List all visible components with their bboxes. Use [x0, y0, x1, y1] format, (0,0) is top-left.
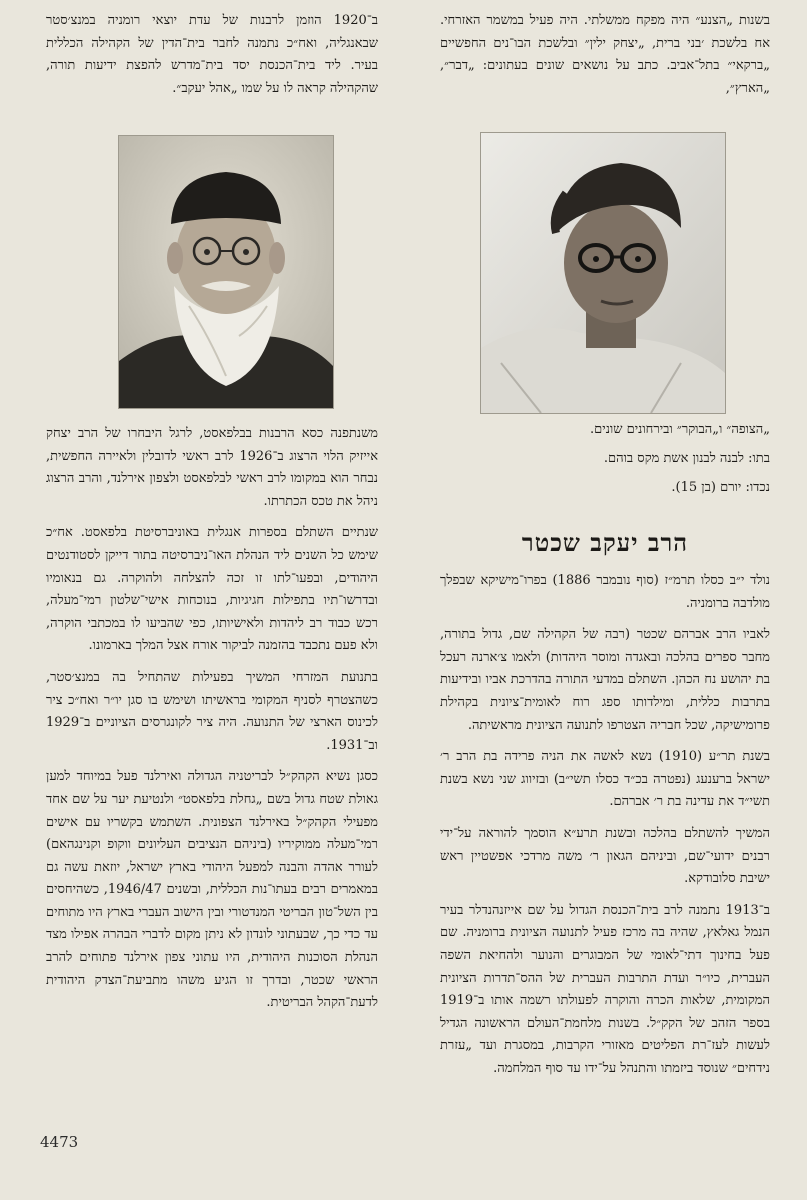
- right-paragraph-2: לאביו הרב אברהם שכטר (רבה של הקהילה שם, גדול בתורה, מחבר ספרים בהלכה ובאגדה ומוסר היהדות) ולאמו צ׳ארנה רעכל בת יהושע נח הכהן. השתלם במדעי התורה בהדרכת אביו ובידיעות בתרבות כללית, ומילדותו ספג רוח לאומית־ציונית בקהילת פרומישיקה, שכל חבריה הצטרפו לתנועה הציונית מראשיתה.: [440, 627, 770, 733]
- right-paragraph-1: נולד י״ב כסלו תרמ״ז (סוף נובמבר 1886) בפרו־מישיקא שבפלך מולדבה ברומניה.: [440, 573, 770, 611]
- article-title: הרב יעקב שכטר: [521, 528, 689, 557]
- man-portrait-image: [481, 133, 725, 413]
- right-top-paragraph: בשנות „הצנע״ היה מפקח ממשלתי. היה פעיל במשמר האזרחי. אח בלשכת ׳בני ברית, „יצחק ילין״ ובלשכת הבו־נים החפשיים „ברקאי״ בתל־אביב. כתב על נושאים שונים בעתונים: „דבר״, „הארץ״,: [440, 13, 770, 96]
- left-paragraph-4: כסגן נשיא הקהק״ל לבריטניה הגדולה ואירלנד פעל במיוחד למען גאולת שטח גדול בשם „גחלת בלפאסט״ ולנטיעת יער על שם אחד מפעילי הקהק״ל באירלנד הצפונית. השתמש בקשריו עם אישים רמי־מעלה ממוקיריו (ביניהם הנציבים העליונים ווקופ וקנינגהאם) לעורר אהדה והבנה למפעל היהודי בארץ ישראל, יוזאת עשה גם במאמרים רבים בעתו־נות הכללית, ובשנים 1946/47, כשהיחסים בין השל־טון הבריטי המנדטורי ובין הישוב העברי בארץ היו מתוחים עד כדי כך, שבעתוני לונדון לא ניתן מקום לדברי הבהרה אפילו מצד הנהלת הסוכנות היהודית, היו עתוני צפון אירלנד פתוחים להרב הראשי שכטר, ובדרך זו הגיע משהו מתביעת־הצדק היהודית לדעת־הקהל הבריטית.: [46, 769, 378, 1011]
- caption-line-1: „הצופה״ ו„הבוקר״ ובירחונים שונים.: [590, 422, 770, 437]
- rabbi-portrait-photo: [118, 135, 334, 409]
- caption-line-2: בתו: לבנה לבנון אשת מקס בוהם.: [603, 451, 770, 466]
- left-top-column: [46, 10, 378, 100]
- left-paragraph-3: בתנועת המזרחי המשיך בפעילות שהתחיל בה במנצ׳סטר, כשהצטרף לסניף המקומי בראשיתו ושימש בו סגן יו״ר ואח״כ ציר לכינוס הארצי של התנועה. היה ציר לקונגרסים הציוניים ב־1929 וב־1931.: [46, 669, 378, 753]
- left-paragraph-1: משנתפנה כסא הרבנות בבלפאסט, לרגל היבחרו של הרב יצחק אייזיק הלוי הרצוג ב־1926 לרב ראשי לדובלין ולאיירה החפשית, נבחר הוא במקומו לרב ראשי לבלפאסט ולצפון אירלנד, והרב הרצוג ניהל את טכס הכתרתו.: [46, 426, 378, 509]
- photo-caption: [440, 420, 770, 498]
- page-number: 4473: [40, 1133, 79, 1151]
- left-bottom-column: [46, 423, 378, 1015]
- right-paragraph-4: המשיך להשתלם בהלכה ובשנת תרע״א הוסמך להוראה על־ידי רבנים ידועי־שם, וביניהם הגאון ר׳ משה מרדכי אפשטיין ראש ישיבת סלובודקא.: [440, 825, 770, 887]
- caption-line-3: נכדו: יורם (בן 15).: [671, 480, 770, 495]
- right-bottom-column: [440, 420, 770, 1080]
- right-top-column: [440, 10, 770, 100]
- left-top-paragraph: ב־1920 הוזמן לרבנות של עדת יוצאי רומניה במנצ׳סטר שבאנגליה, ואח״כ נתמנה לחבר בית־הדין של הקהילה הכללית בעיר. ליד בית־הכנסת יסד בית־מדרש להפצת ידיעות תורה, שהקהילה קראה לו על שמו „אהל יעקב״.: [46, 13, 378, 96]
- right-paragraph-5: ב־1913 נתמנה לרב בית־הכנסת הגדול על שם אייזנהנדלר בעיר הנמל גאלאץ, שהיה בה מרכז פעיל לתנועה הציונית ברומניה. שם פעל בחינוך דתי־לאומי של המבוגרים והנוער ולהחיאת השפה העברית, כיו״ר ועדת התרבות העברית של ההס־תדרות הציונית המקומית, שלאות הכרה והוקרה לפעולתו רשמה אותו ב־1919 בספר הזהב של הקק״ל. בשנות מלחמת־העולם הראשונה הגדיל לעשות לעז־רת הפליטים מאזורי הקרבות, במסגרת ועד „עזרת נידחים״ שנוסד ביזמתו והתנהל על־ידו עד סוף המלחמה.: [440, 902, 770, 1076]
- man-portrait-photo: [480, 132, 726, 414]
- right-paragraph-3: בשנת תר״ע (1910) נשא לאשה את הניה פרידה בת הרב ר׳ ישראל ברענעג (נפטרה בכ״ד כסלו תשי״ב) ובזיווג שני נשא בשנת תשי״ד את עדינה בת ר׳ אברהם.: [440, 749, 770, 810]
- rabbi-portrait-image: [119, 136, 333, 408]
- left-paragraph-2: שנתיים השתלם בספרות אנגלית באוניברסיטת בלפאסט. אח״כ שימש כל השנים ליד הנהלת האו־ניברסיטה בתור דייקן לסטודנטים היהודים, ובפעו־לתו זו זכה להצלחה ולהוקרה. גם בנאומיו ובדרשו־תיו בתפילות חגיגיות, בנוכחות אישי־שלטון רמי־מעלה, רכש כבוד רב ליהדות ולאישיותו, כפי שהביעו לו במכתבי הוקרה, ולא פעם נתכבד בהזמנה לביקור אורח אצל המלך בארמונו.: [46, 525, 378, 654]
